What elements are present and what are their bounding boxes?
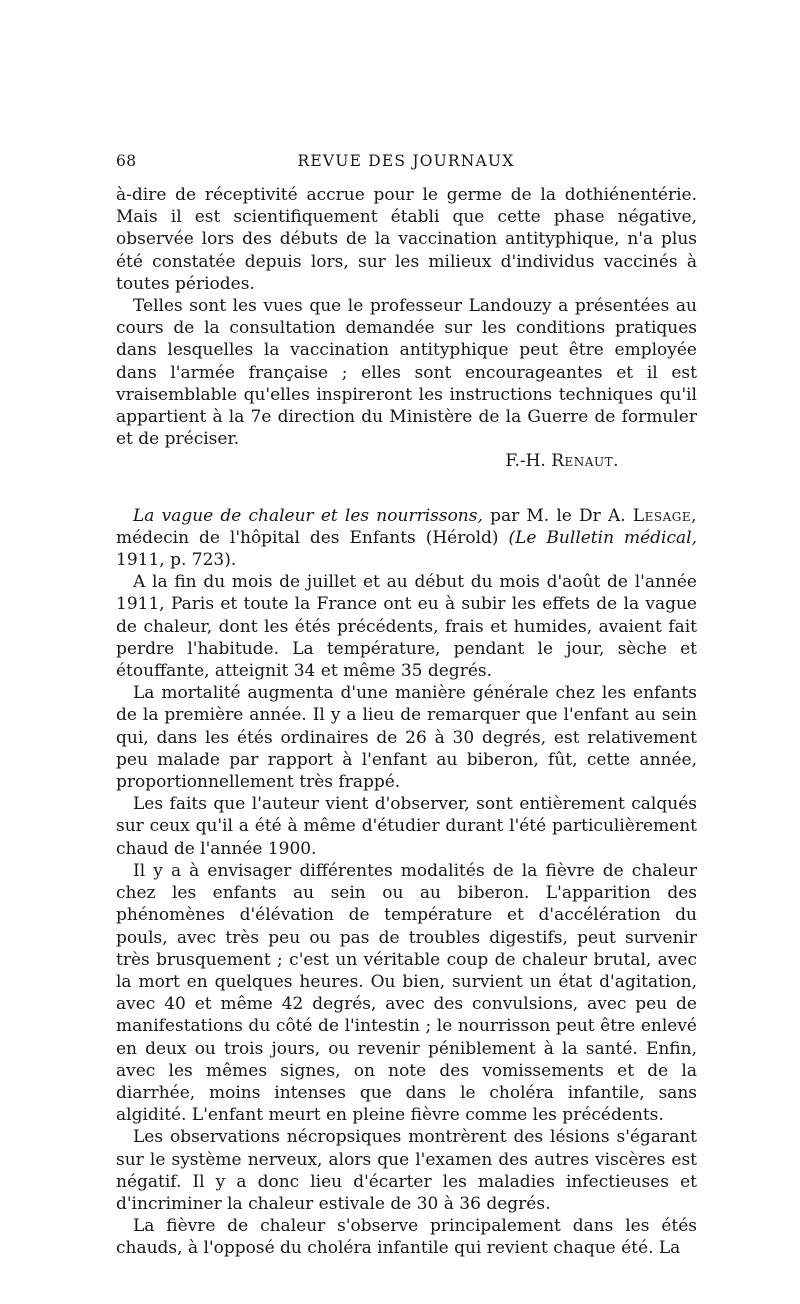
article2-affiliation: médecin de l'hôpital des Enfants (Hérold) (116, 527, 499, 548)
article2-journal: (Le Bulletin médical, (508, 527, 697, 548)
page-header (116, 152, 696, 174)
article1-signature (116, 450, 697, 472)
article1-paragraph: Telles sont les vues que le professeur Landouzy a présentées au cours de la consultation demandée sur les conditions pratiques dans lesquelles la vaccination antityphique peut être employée dans l'armée française ; elles sont encourageantes et il est vraisemblable qu'elles inspireront les instructions techniques qu'il appartient à la 7e direction du Ministère de la Guerre de formuler et de préciser. (116, 296, 697, 450)
page-number: 68 (116, 152, 137, 170)
article2-citation: 1911, p. 723). (116, 550, 237, 571)
article2-paragraph: La mortalité augmenta d'une manière générale chez les enfants de la première année. Il y a lieu de remarquer que l'enfant au sein qui, dans les étés ordinaires de 26 à 30 degrés, est relativement peu malade par rapport à l'enfant au biberon, fût, cette année, proportionnellement très frappé. (116, 683, 697, 793)
body-text (116, 184, 697, 1260)
article2-by: par M. le Dr A. (490, 505, 626, 526)
article2-title: La vague de chaleur et les nourrissons, (133, 505, 483, 526)
article2-paragraph: Il y a à envisager différentes modalités de la fièvre de chaleur chez les enfants au sein ou au biberon. L'apparition des phénomènes d'élévation de température et d'accélération du pouls, avec très peu ou pas de troubles digestifs, peut survenir très brusquement ; c'est un véritable coup de chaleur brutal, avec la mort en quelques heures. Ou bien, survient un état d'agitation, avec 40 et même 42 degrés, avec des convulsions, avec peu de manifestations du côté de l'intestin ; le nourrisson peut être enlevé en deux ou trois jours, ou revenir péniblement à la santé. Enfin, avec les mêmes signes, on note des vomissements et de la diarrhée, moins intenses que dans le choléra infantile, sans algidité. L'enfant meurt en pleine fièvre comme les précédents. (116, 860, 697, 1126)
article2-heading (116, 505, 697, 572)
article2-paragraph: A la fin du mois de juillet et au début du mois d'août de l'année 1911, Paris et toute la France ont eu à subir les effets de la vague de chaleur, dont les étés précédents, frais et humides, avaient fait perdre l'habitude. La température, pendant le jour, sèche et étouffante, atteignit 34 et même 35 degrés. (116, 572, 697, 682)
article1-continuation: à-dire de réceptivité accrue pour le germe de la dothiénentérie. Mais il est scientifiquement établi que cette phase négative, observée lors des débuts de la vaccination antityphique, n'a plus été constatée depuis lors, sur les milieux d'individus vaccinés à toutes périodes. (116, 185, 697, 294)
article2-paragraph: La fièvre de chaleur s'observe principalement dans les étés chauds, à l'opposé du choléra infantile qui revient chaque été. La (116, 1216, 697, 1259)
running-title: REVUE DES JOURNAUX (297, 152, 515, 170)
article2-paragraph: Les observations nécropsiques montrèrent des lésions s'égarant sur le système nerveux, alors que l'examen des autres viscères est négatif. Il y a donc lieu d'écarter les maladies infectieuses et d'incriminer la chaleur estivale de 30 à 36 degrés. (116, 1127, 697, 1214)
signature-initials: F.-H. (505, 451, 546, 472)
signature-name: Renaut. (551, 451, 619, 472)
article2-author: Lesage, (632, 505, 697, 526)
article2-paragraph: Les faits que l'auteur vient d'observer, sont entièrement calqués sur ceux qu'il a été à même d'étudier durant l'été particulièrement chaud de l'année 1900. (116, 794, 697, 859)
